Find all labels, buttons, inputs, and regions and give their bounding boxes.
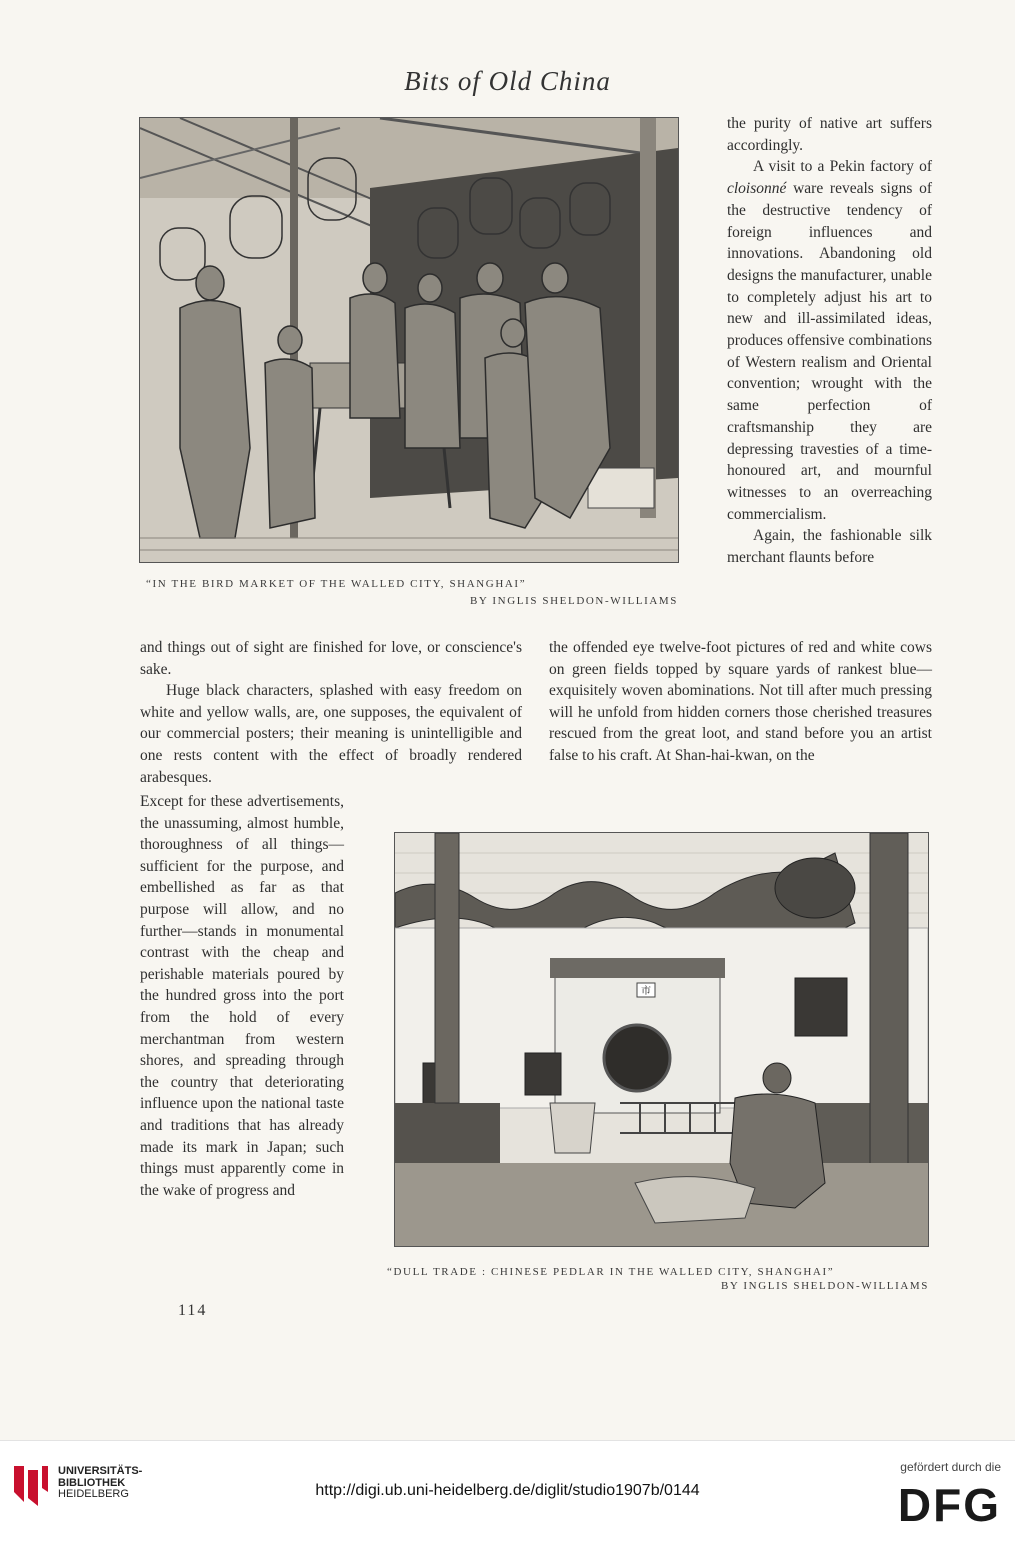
emphasis-cloisonne: cloisonné — [727, 180, 787, 198]
library-name-line: HEIDELBERG — [58, 1488, 129, 1500]
permalink-url[interactable]: http://digi.ub.uni-heidelberg.de/diglit/studio1907b/0144 — [315, 1482, 700, 1499]
text-column-bottom-left — [140, 791, 344, 1201]
paragraph: Again, the fashionable silk merchant flaunts before — [727, 527, 932, 567]
figure-1-caption-title: “IN THE BIRD MARKET OF THE WALLED CITY, SHANGHAI” — [146, 578, 527, 590]
figure-2-caption-title: “DULL TRADE : CHINESE PEDLAR IN THE WALLED CITY, SHANGHAI” — [387, 1266, 835, 1278]
text-run: ware reveals signs of the destructive tendency of foreign influences and innovations. Abandoning old designs the manufacturer, unable to completely adjust his art to new and ill-assimilated ideas, produces offensive combinations of Western realism and Oriental convention; wrought with the same perfection of craftsmanship they are depressing travesties of a time-honoured art, and mournful witnesses to an overreaching commercialism. — [727, 180, 932, 523]
paragraph: Huge black characters, splashed with easy freedom on white and yellow walls, are, one supposes, the equivalent of our commercial posters; their meaning is unintelligible and one rests content with the effect of broadly rendered arabesques. — [140, 682, 522, 786]
paragraph — [727, 156, 932, 525]
pedlar-illustration — [394, 832, 929, 1247]
library-name-line: UNIVERSITÄTS- — [58, 1465, 143, 1477]
figure-2-caption-credit: BY INGLIS SHELDON-WILLIAMS — [721, 1280, 930, 1292]
paragraph: Except for these advertisements, the unassuming, almost humble, thoroughness of all things—sufficient for the purpose, and embellished as far as that purpose will allow, and no further—stands in monumental contrast with the cheap and perishable materials poured by the hundred gross into the port from the hold of every merchantman from western shores, and spreading through the country that deteriorating influence upon the national taste and traditions that has already made its mark in Japan; such things must apparently come in the wake of progress and — [140, 793, 344, 1199]
funding-label: gefördert durch die — [900, 1460, 1001, 1474]
text-column-mid-left — [140, 637, 522, 788]
paragraph: and things out of sight are finished for love, or conscience's sake. — [140, 639, 522, 678]
running-title: Bits of Old China — [404, 66, 611, 96]
bird-market-illustration — [139, 117, 679, 563]
page-number: 114 — [178, 1302, 208, 1319]
text-run: A visit to a Pekin factory of — [753, 158, 932, 176]
dfg-logo: DFG — [897, 1479, 1001, 1531]
text-column-right-upper — [727, 113, 932, 569]
paragraph: the offended eye twelve-foot pictures of red and white cows on green fields topped by square yards of rankest blue—exquisitely woven abominations. Not till after much pressing will he unfold from hidden corners those cherished treasures rescued from the great loot, and stand before you an artist false to his craft. At Shan-hai-kwan, on the — [549, 639, 932, 764]
text-column-mid-right — [549, 637, 932, 767]
gate-sign-glyph: 市 — [641, 986, 651, 997]
paragraph: the purity of native art suffers accordingly. — [727, 115, 932, 154]
library-name-line: BIBLIOTHEK — [58, 1476, 126, 1489]
figure-1-caption-credit: BY INGLIS SHELDON-WILLIAMS — [470, 595, 679, 607]
